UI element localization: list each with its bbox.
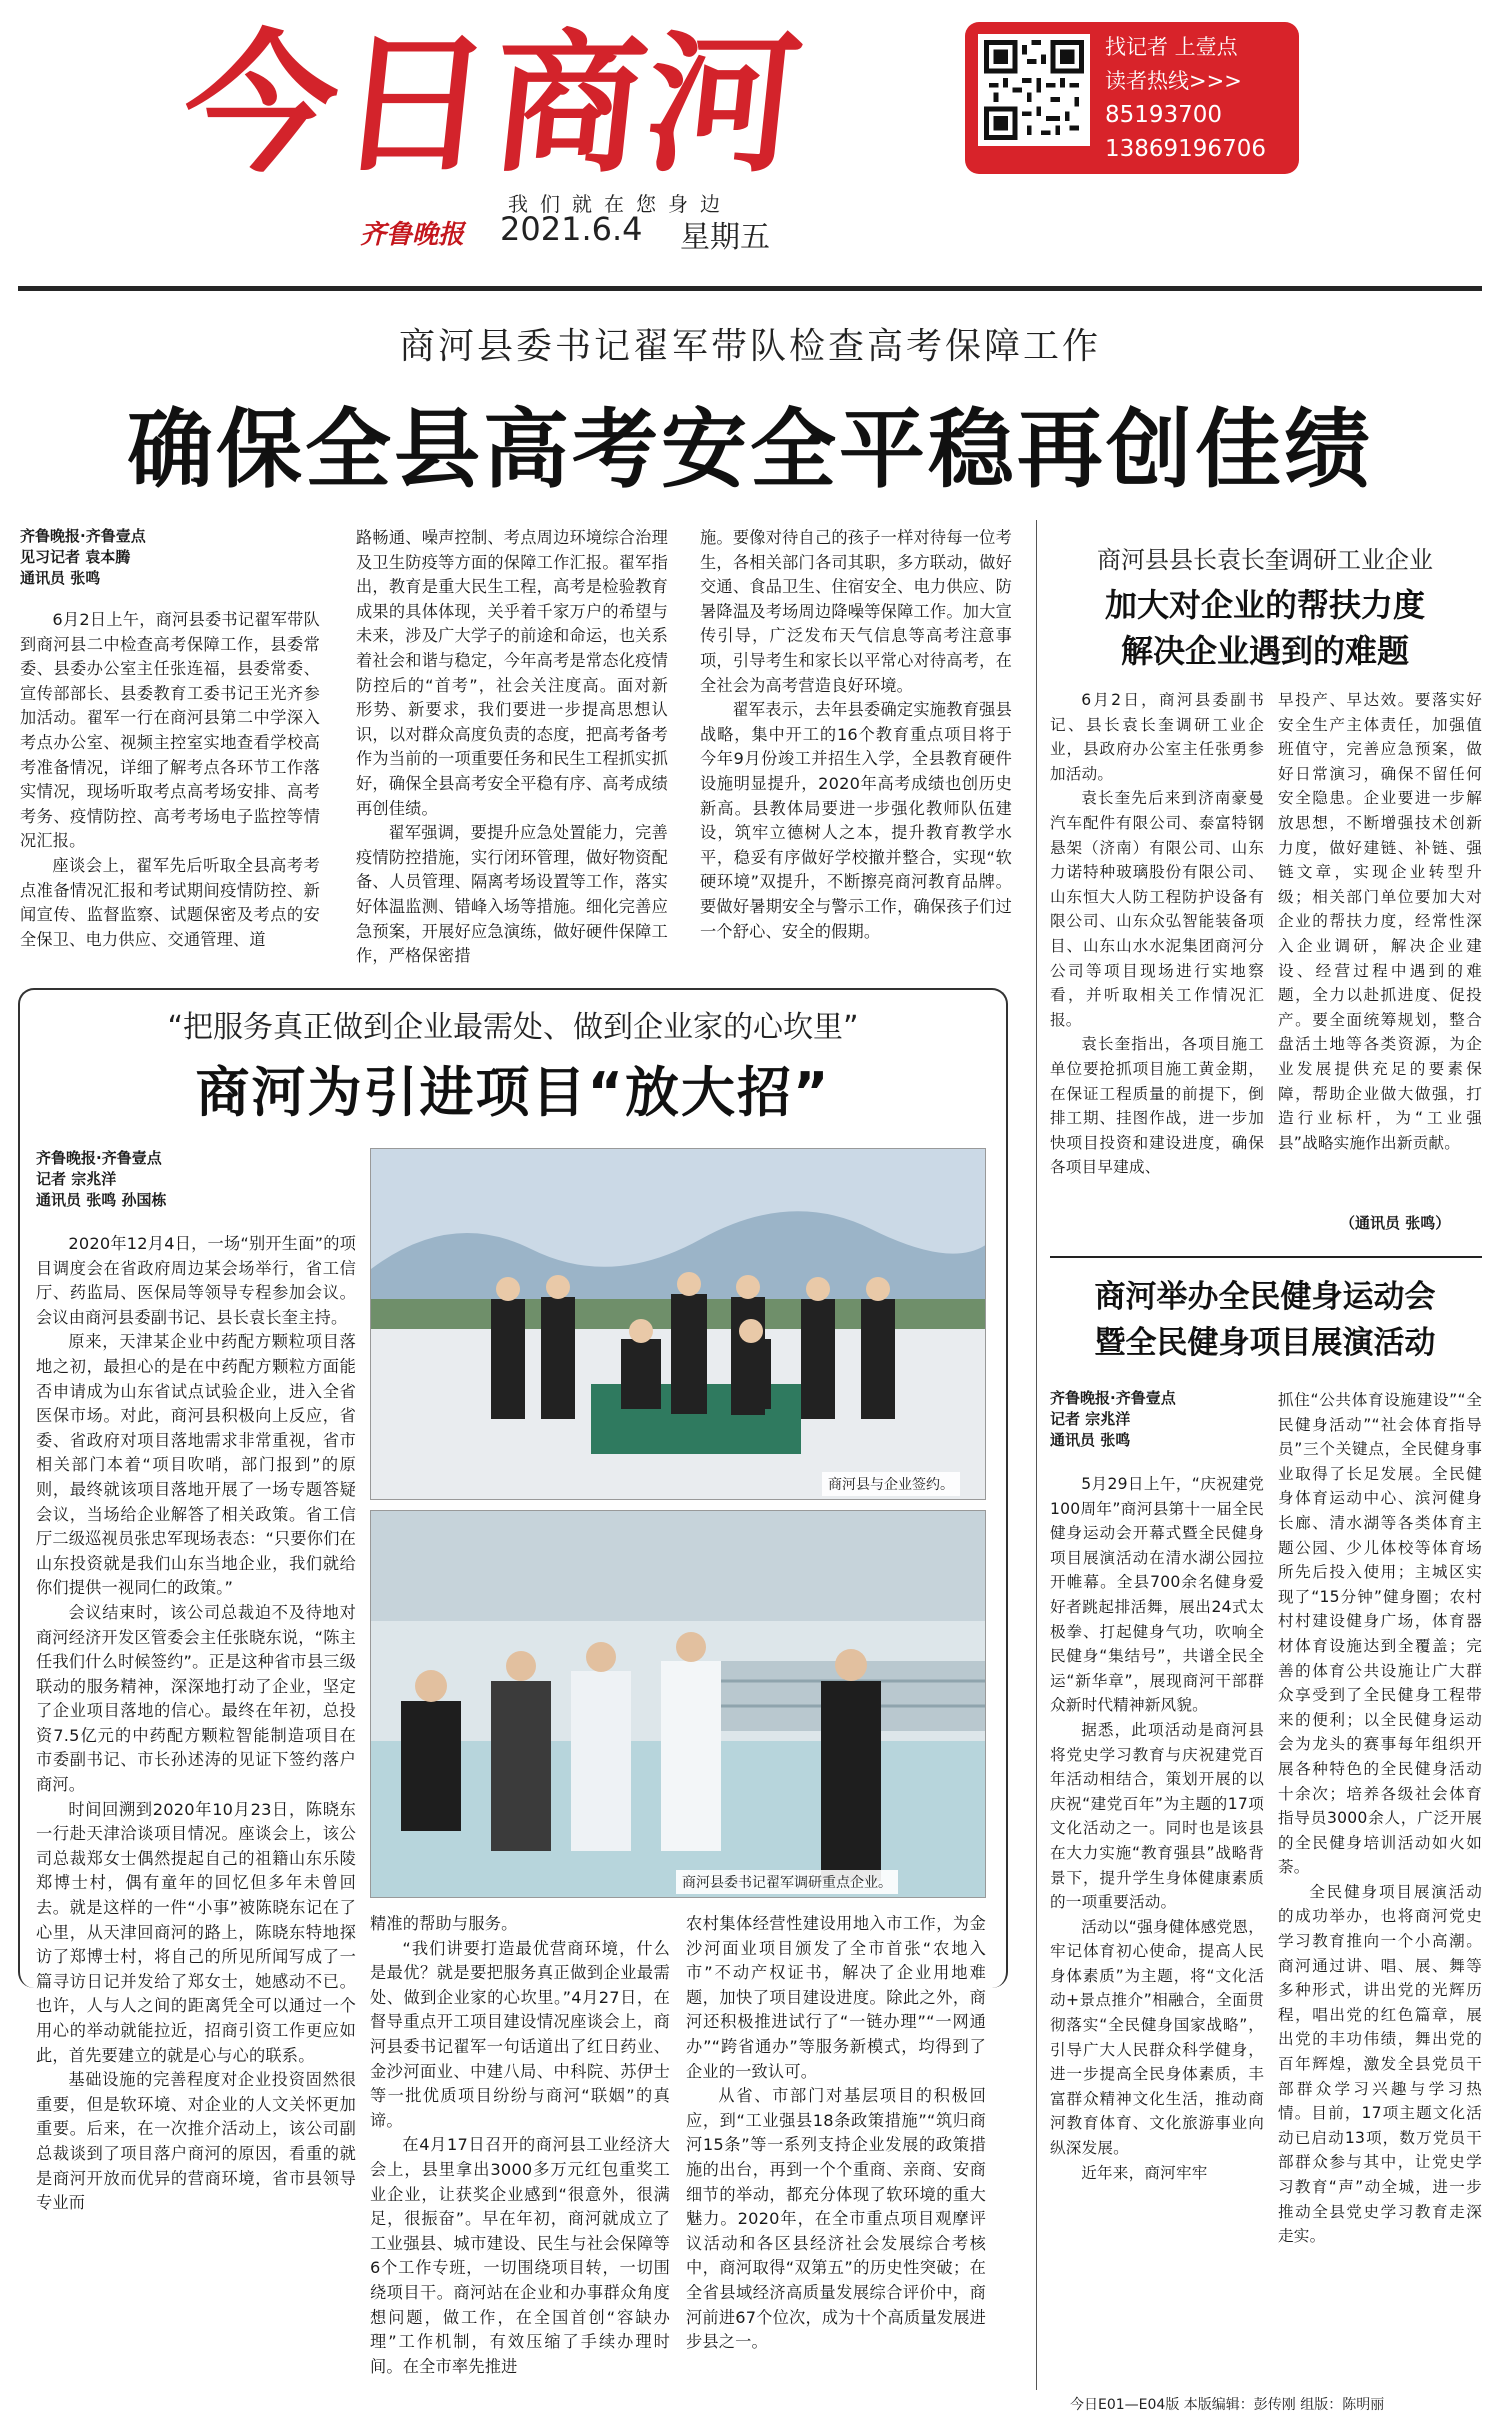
masthead-slogan: 我们就在您身边	[508, 192, 732, 216]
masthead-date: 2021.6.4	[500, 210, 643, 248]
box-byline	[36, 1148, 356, 1211]
paragraph: 施。要像对待自己的孩子一样对待每一位考生，各相关部门各司其职，多方联动，做好交通、食品卫生、住宿安全、电力供应、防暑降温及考场周边降噪等保障工作。加大宣传引导，广泛发布天气信息等高考注意事项，引导考生和家长以平常心对待高考，在全社会为高考营造良好环境。	[700, 528, 1012, 695]
paragraph: 活动以“强身健体感党恩，牢记体育初心使命，提高人民身体素质”为主题，将“文化活动+景点推介”相融合，全面贯彻落实“全民健身国家战略”，引导广大人民群众科学健身，进一步提高全民身体素质，丰富群众精神文化生活，推动商河教育体育、文化旅游事业向纵深发展。	[1050, 1917, 1264, 2158]
box-column-1	[36, 1232, 356, 2382]
right2-headline-line1: 商河举办全民健身运动会	[1094, 1279, 1436, 1315]
masthead-divider	[18, 286, 1482, 291]
box-headline: 商河为引进项目“放大招”	[195, 1061, 831, 1124]
masthead-logo: 今日商河	[175, 16, 811, 193]
right1-headline-line2: 解决企业遇到的难题	[1120, 632, 1409, 670]
paragraph: 袁长奎指出，各项目施工单位要抢抓项目施工黄金期，在保证工程质量的前提下，倒排工期、挂图作战，进一步加快项目投资和建设进度，确保各项目早建成、	[1050, 1035, 1264, 1177]
photo-caption-factory: 商河县委书记翟军调研重点企业。	[676, 1870, 898, 1894]
right2-byline-correspondent: 通讯员 张鸣	[1050, 1431, 1131, 1449]
paragraph: 抓住“公共体育设施建设”“全民健身活动”“社会体育指导员”三个关键点，全民健身事业取得了长足发展。全民健身体育运动中心、滨河健身长廊、清水湖等各类体育主题公园、少儿体校等体育场所先后投入使用；主城区实现了“15分钟”健身圈；农村村村建设健身广场，体育器材体育设施达到全覆盖；完善的体育公共设施让广大群众享受到了全民健身工程带来的便利；以全民健身运动会为龙头的赛事每年组织开展各种特色的全民健身活动十余次；培养各级社会体育指导员3000余人，广泛开展的全民健身培训活动如火如荼。	[1278, 1391, 1482, 1877]
right2-byline-reporter: 记者 宗兆洋	[1050, 1410, 1131, 1428]
right1-column-1	[1050, 688, 1264, 1240]
photo-caption-signing: 商河县与企业签约。	[822, 1472, 960, 1496]
right1-byline: （通讯员 张鸣）	[1340, 1214, 1451, 1232]
masthead-weekday: 星期五	[680, 220, 770, 255]
box-column-3	[686, 1912, 986, 2382]
box-kicker: “把服务真正做到企业最需处、做到企业家的心坎里”	[167, 1010, 859, 1045]
paragraph: 从省、市部门对基层项目的积极回应，到“工业强县18条政策措施”“筑归商河15条”等一系列支持企业发展的政策措施的出台，再到一个个重商、亲商、安商细节的举动，都充分体现了软环境的重大魅力。2020年，在全市重点项目观摩评议活动和各区县经济社会发展综合考核中，商河取得“双第五”的历史性突破；在全省县域经济高质量发展综合评价中，商河前进67个位次，成为十个高质量发展进步县之一。	[686, 2086, 986, 2352]
paragraph: 据悉，此项活动是商河县将党史学习教育与庆祝建党百年活动相结合，策划开展的以庆祝“建党百年”为主题的17项文化活动之一。同时也是该县在大力实施“教育强县”战略背景下，提升学生身体健康素质的一项重要活动。	[1050, 1720, 1264, 1912]
paragraph: 翟军表示，去年县委确定实施教育强县战略，集中开工的16个教育重点项目将于今年9月份竣工并招生入学，全县教育硬件设施明显提升，2020年高考成绩也创历史新高。县教体局要进一步强化教师队伍建设，筑牢立德树人之本，提升教育教学水平，稳妥有序做好学校撤并整合，实现“软硬环境”双提升，不断擦亮商河教育品牌。要做好暑期安全与警示工作，确保孩子们过一个舒心、安全的假期。	[700, 700, 1012, 941]
signing-photo	[370, 1148, 986, 1500]
paragraph: 近年来，商河牢牢	[1081, 2163, 1208, 2182]
box-byline-correspondents: 通讯员 张鸣 孙国栋	[36, 1191, 167, 1209]
paragraph: 座谈会上，翟军先后听取全县高考考点准备情况汇报和考试期间疫情防控、新闻宣传、监督监察、试题保密及考点的安全保卫、电力供应、交通管理、道	[20, 855, 320, 949]
paragraph: 翟军强调，要提升应急处置能力，完善疫情防控措施，实行闭环管理，做好物资配备、人员管理、隔离考场设置等工作，落实好体温监测、错峰入场等措施。细化完善应急预案，开展好应急演练，做好硬件保障工作，严格保密措	[356, 823, 668, 966]
right2-column-2	[1278, 1388, 1482, 2382]
paragraph: 基础设施的完善程度对企业投资固然很重要，但是软环境、对企业的人文关怀更加重要。后来，在一次推介活动上，该公司副总裁谈到了项目落户商河的原因，看重的就是商河开放而优异的营商环境，省市县领导专业而	[36, 2070, 356, 2213]
lead-byline-reporter: 见习记者 袁本腾	[20, 548, 131, 566]
factory-visit-photo	[370, 1510, 986, 1898]
paragraph: 农村集体经营性建设用地入市工作，为金沙河面业项目颁发了全市首张“农地入市”不动产权证书，解决了企业用地难题，加快了项目建设进度。除此之外，商河还积极推进试行了“一链办理”“一网通办”“跨省通办”等服务新模式，均得到了企业的一致认可。	[686, 1914, 986, 2081]
right2-byline-outlet: 齐鲁晚报·齐鲁壹点	[1050, 1389, 1176, 1407]
paragraph: 袁长奎先后来到济南豪曼汽车配件有限公司、泰富特钢悬架（济南）有限公司、山东力诺特种玻璃股份有限公司、山东恒大人防工程防护设备有限公司、山东众弘智能装备项目、山东山水水泥集团商河分公司等项目现场进行实地察看，并听取相关工作情况汇报。	[1050, 789, 1264, 1029]
lead-column-1	[20, 608, 320, 970]
lead-headline: 确保全县高考安全平稳再创佳绩	[127, 400, 1373, 500]
paragraph: 6月2日上午，商河县委书记翟军带队到商河县二中检查高考保障工作，县委常委、县委办公室主任张连福，县委常委、宣传部部长、县委教育工委书记王光齐参加活动。翟军一行在商河县第二中学深入考点办公室、视频主控室实地查看学校高考准备情况，详细了解考点各环节工作落实情况，现场听取考点高考场安排、高考考务、疫情防控、高考考场电子监控等情况汇报。	[20, 610, 320, 851]
column-divider	[1036, 520, 1037, 2390]
paragraph: 精准的帮助与服务。	[370, 1914, 518, 1933]
hotline-text	[1105, 30, 1266, 166]
right1-column-2	[1278, 688, 1482, 1228]
lead-column-3	[700, 526, 1012, 970]
paragraph: 全民健身项目展演活动的成功举办，也将商河党史学习教育推向一个小高潮。商河通过讲、唱、展、舞等多种形式，讲出党的光辉历程，唱出党的红色篇章，展出党的丰功伟绩，舞出党的百年辉煌，激发全县党员干部群众学习兴趣与学习热情。目前，17项主题文化活动已启动13项，数万党员干部群众参与其中，让党史学习教育“声”动全城，进一步推动全县党史学习教育走深走实。	[1278, 1882, 1482, 2246]
paragraph: 会议结束时，该公司总裁迫不及待地对商河经济开发区管委会主任张晓东说，“陈主任我们什么时候签约”。正是这种省市县三级联动的服务精神，深深地打动了企业，坚定了企业项目落地的信心。最终在年初，总投资7.5亿元的中药配方颗粒智能制造项目在市委副书记、市长孙述涛的见证下签约落户商河。	[36, 1602, 356, 1795]
lead-byline-correspondent: 通讯员 张鸣	[20, 569, 101, 587]
right2-headline-line2: 暨全民健身项目展演活动	[1094, 1325, 1436, 1361]
lead-column-2	[356, 526, 668, 970]
box-column-2	[370, 1912, 670, 2382]
hotline-phone1: 85193700	[1105, 102, 1223, 128]
paragraph: 在4月17日召开的商河县工业经济大会上，县里拿出3000多万元红包重奖工业企业，让获奖企业感到“很意外，很满足，很振奋”。早在年初，商河就成立了工业强县、城市建设、民生与社会保障等6个工作专班，一切围绕项目转，一切围绕项目干。商河站在企业和办事群众角度想问题，做工作，在全国首创“容缺办理”工作机制，有效压缩了手续办理时间。在全市率先推进	[370, 2135, 670, 2376]
right1-headline-line1: 加大对企业的帮扶力度	[1104, 586, 1425, 624]
lead-byline-outlet: 齐鲁晚报·齐鲁壹点	[20, 527, 146, 545]
page-footer: 今日E01—E04版 本版编辑：彭传刚 组版：陈明丽	[1070, 2397, 1385, 2413]
hotline-line2: 读者热线>>>	[1105, 69, 1242, 93]
paragraph: 早投产、早达效。要落实好安全生产主体责任，加强值班值守，完善应急预案，做好日常演习，确保不留任何安全隐患。企业要进一步解放思想，不断增强技术创新力度，做好建链、补链、强链文章，实现企业转型升级；相关部门单位要加大对企业的帮扶力度，经常性深入企业调研，解决企业建设、经营过程中遇到的难题，全力以赴抓进度、促投产。要全面统筹规划，整合盘活土地等各类资源，为企业发展提供充足的要素保障，帮助企业做大做强，打造行业标杆，为“工业强县”战略实施作出新贡献。	[1278, 691, 1482, 1152]
right2-column-1	[1050, 1472, 1264, 2382]
right2-byline	[1050, 1388, 1264, 1451]
paragraph: 时间回溯到2020年10月23日，陈晓东一行赴天津洽谈项目情况。座谈会上，该公司总裁郑女士偶然提起自己的祖籍山东乐陵郑博士村，偶有童年的回忆但多年未曾回去。就是这样的一件“小事”被陈晓东记在了心里，从天津回商河的路上，陈晓东特地探访了郑博士村，将自己的所见所闻写成了一篇寻访日记并发给了郑女士，她感动不已。也许，人与人之间的距离凭全可以通过一个用心的举动就能拉近，招商引资工作更应如此，首先要建立的就是心与心的联系。	[36, 1799, 356, 2065]
masthead-brand: 齐鲁晚报	[360, 220, 465, 250]
paragraph: 6月2日，商河县委副书记、县长袁长奎调研工业企业，县政府办公室主任张勇参加活动。	[1050, 691, 1264, 783]
qr-code-icon	[978, 34, 1090, 146]
box-byline-reporter: 记者 宗兆洋	[36, 1170, 117, 1188]
lead-byline	[20, 526, 320, 589]
paragraph: “我们讲要打造最优营商环境，什么是最优？就是要把服务真正做到企业最需处、做到企业家的心坎里。”4月27日，在督导重点开工项目建设情况座谈会上，商河县委书记翟军一句话道出了红日药业、金沙河面业、中建八局、中科院、苏伊士等一批优质项目纷纷与商河“联姻”的真谛。	[370, 1938, 670, 2130]
paragraph: 原来，天津某企业中药配方颗粒项目落地之初，最担心的是在中药配方颗粒方面能否申请成为山东省试点试验企业，进入全省医保市场。对此，商河县积极向上反应，省委、省政府对项目落地需求非常重视，省市相关部门本着“项目吹哨，部门报到”的原则，最终就该项目落地开展了一场专题答疑会议，当场给企业解答了相关政策。省工信厅二级巡视员张忠军现场表态：“只要你们在山东投资就是我们山东当地企业，我们就给你们提供一视同仁的政策。”	[36, 1332, 356, 1598]
right-divider	[1050, 1256, 1482, 1258]
hotline-phone2: 13869196706	[1105, 136, 1266, 162]
hotline-line1: 找记者 上壹点	[1105, 35, 1238, 59]
box-byline-outlet: 齐鲁晚报·齐鲁壹点	[36, 1149, 162, 1167]
paragraph: 5月29日上午，“庆祝建党100周年”商河县第十一届全民健身运动会开幕式暨全民健身项目展演活动在清水湖公园拉开帷幕。全县700余名健身爱好者跳起排活舞，展出24式太极拳、打起健身气功，吹响全民健身“集结号”，共谱全民全运“新华章”，展现商河干部群众新时代精神新风貌。	[1050, 1475, 1264, 1715]
right1-kicker: 商河县县长袁长奎调研工业企业	[1097, 546, 1433, 574]
paragraph: 路畅通、噪声控制、考点周边环境综合治理及卫生防疫等方面的保障工作汇报。翟军指出，教育是重大民生工程，高考是检验教育成果的具体体现，关乎着千家万户的希望与未来，涉及广大学子的前途和命运，也关系着社会和谐与稳定，今年高考是常态化疫情防控后的“首考”，社会关注度高。面对新形势、新要求，我们要进一步提高思想认识，以对群众高度负责的态度，把高考备考作为当前的一项重要任务和民生工程抓实抓好，确保全县高考安全平稳有序、高考成绩再创佳绩。	[356, 528, 668, 818]
lead-kicker: 商河县委书记翟军带队检查高考保障工作	[398, 326, 1101, 367]
paragraph: 2020年12月4日，一场“别开生面”的项目调度会在省政府周边某会场举行，省工信厅、药监局、医保局等领导专程参加会议。会议由商河县委副书记、县长袁长奎主持。	[36, 1234, 356, 1327]
